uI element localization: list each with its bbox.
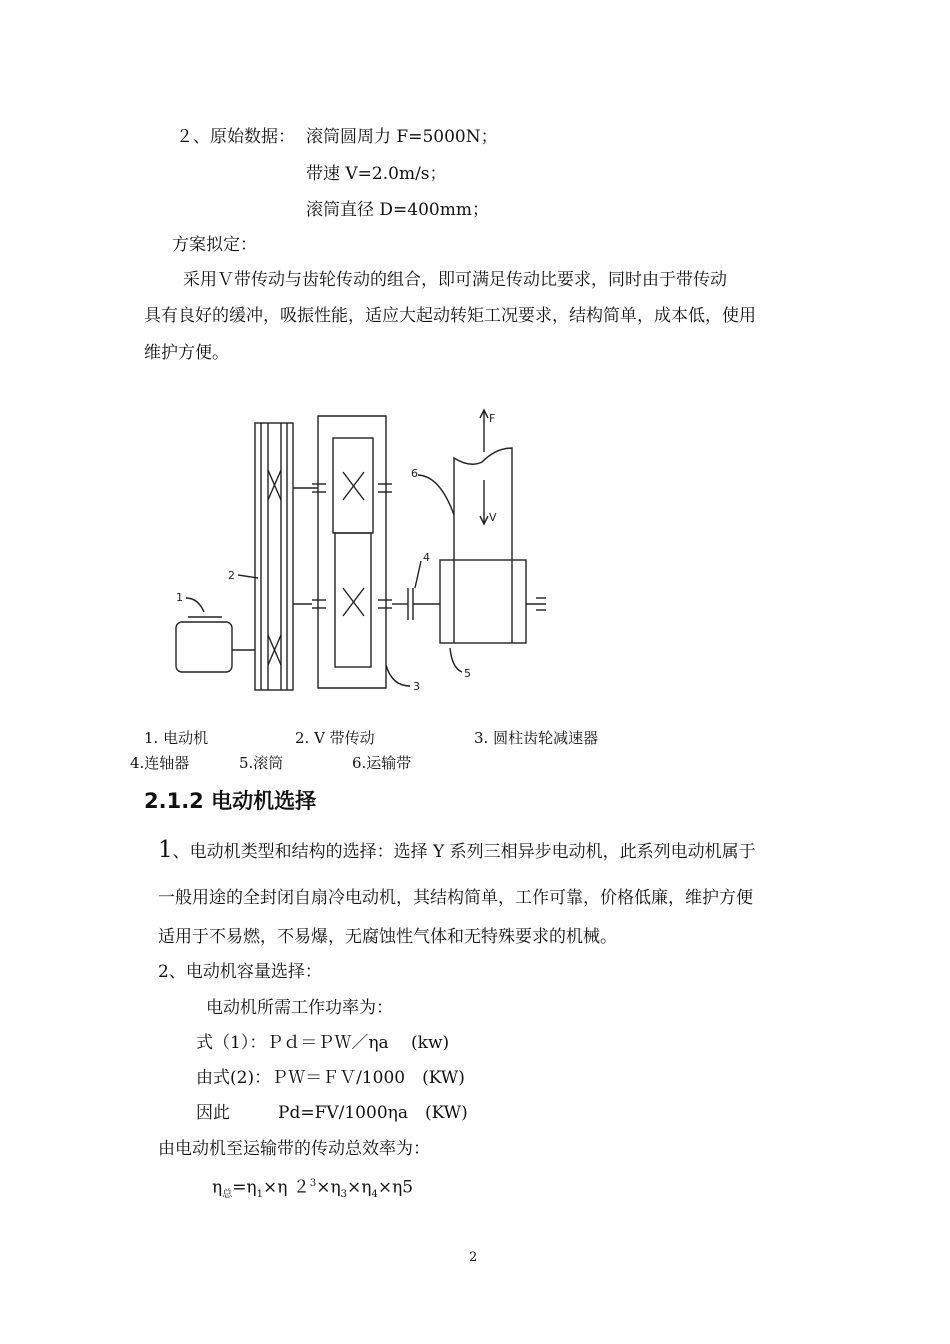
data-label: ２、原始数据： bbox=[176, 127, 295, 147]
power-intro: 电动机所需工作功率为： bbox=[206, 998, 393, 1018]
paragraph-text: 、电动机类型和结构的选择：选择 Y 系列三相异步电动机，此系列电动机属于 bbox=[172, 842, 756, 862]
formula-part: ×η bbox=[316, 1177, 341, 1198]
formula-2: 由式(2)：ＰＷ＝ＦＶ/1000 (KW) bbox=[196, 1068, 465, 1088]
superscript-3: 3 bbox=[309, 1178, 317, 1189]
legend-item-6: 6.运输带 bbox=[352, 754, 412, 772]
diagram-label-6: 6 bbox=[411, 467, 418, 480]
legend-item-1: 1. 电动机 bbox=[144, 729, 209, 747]
formula-1: 式（1）：Ｐｄ＝ＰＷ／ηa (kw) bbox=[196, 1033, 450, 1053]
formula-3-prefix: 因此 bbox=[196, 1103, 230, 1123]
motor-paragraph-1-line-2: 一般用途的全封闭自扇冷电动机，其结构简单，工作可靠，价格低廉，维护方便 bbox=[158, 888, 753, 908]
subscript-4: 4 bbox=[371, 1189, 378, 1201]
gear-reducer-icon bbox=[293, 416, 408, 688]
diagram-label-3: 3 bbox=[413, 680, 420, 693]
subscript-total: 总 bbox=[222, 1189, 233, 1201]
paragraph-number: 1 bbox=[158, 837, 173, 863]
transmission-diagram bbox=[150, 400, 570, 700]
scheme-line-3: 维护方便。 bbox=[144, 343, 229, 363]
subscript-3: 3 bbox=[340, 1189, 348, 1201]
section-title: 2.1.2 电动机选择 bbox=[144, 789, 317, 813]
diagram-label-5: 5 bbox=[464, 667, 471, 680]
formula-part: =η bbox=[232, 1177, 257, 1198]
data-force: 滚筒圆周力 F=5000N； bbox=[306, 127, 498, 147]
drum-icon bbox=[440, 560, 546, 643]
data-speed: 带速 V=2.0m/s； bbox=[306, 164, 447, 184]
formula-part: ×η ２ bbox=[263, 1177, 310, 1198]
motor-paragraph-1-line-1 bbox=[158, 838, 756, 864]
v-belt-drive-icon bbox=[255, 423, 318, 690]
motor-paragraph-1-line-3: 适用于不易燃，不易爆，无腐蚀性气体和无特殊要求的机械。 bbox=[158, 927, 617, 947]
data-diameter: 滚筒直径 D=400mm； bbox=[306, 200, 489, 220]
formula-part: ×η bbox=[347, 1177, 372, 1198]
subscript-1: 1 bbox=[256, 1189, 263, 1201]
legend-item-3: 3. 圆柱齿轮减速器 bbox=[474, 729, 599, 747]
efficiency-formula bbox=[212, 1172, 413, 1207]
formula-3: Pd=FV/1000ηa (KW) bbox=[278, 1103, 468, 1123]
conveyor-belt-icon bbox=[454, 410, 512, 643]
scheme-heading: 方案拟定： bbox=[172, 235, 257, 255]
legend-item-5: 5.滚筒 bbox=[239, 754, 284, 772]
legend-item-4: 4.连轴器 bbox=[130, 754, 190, 772]
scheme-line-2: 具有良好的缓冲，吸振性能，适应大起动转矩工况要求，结构简单，成本低，使用 bbox=[144, 306, 756, 326]
scheme-line-1: 采用Ｖ带传动与齿轮传动的组合，即可满足传动比要求，同时由于带传动 bbox=[183, 270, 727, 290]
formula-part: ×η5 bbox=[377, 1177, 414, 1198]
velocity-arrow-label: V bbox=[489, 511, 497, 524]
eta-symbol: η bbox=[212, 1177, 223, 1198]
motor-paragraph-2: 2、电动机容量选择： bbox=[158, 962, 322, 982]
diagram-label-4: 4 bbox=[423, 551, 430, 564]
coupling-icon bbox=[408, 588, 440, 620]
efficiency-intro: 由电动机至运输带的传动总效率为： bbox=[158, 1139, 430, 1159]
motor-icon bbox=[176, 617, 255, 672]
legend-item-2: 2. V 带传动 bbox=[295, 729, 375, 747]
page-number: 2 bbox=[469, 1250, 478, 1265]
force-arrow-label: F bbox=[489, 412, 496, 425]
diagram-label-1: 1 bbox=[176, 591, 183, 604]
diagram-label-2: 2 bbox=[228, 569, 235, 582]
